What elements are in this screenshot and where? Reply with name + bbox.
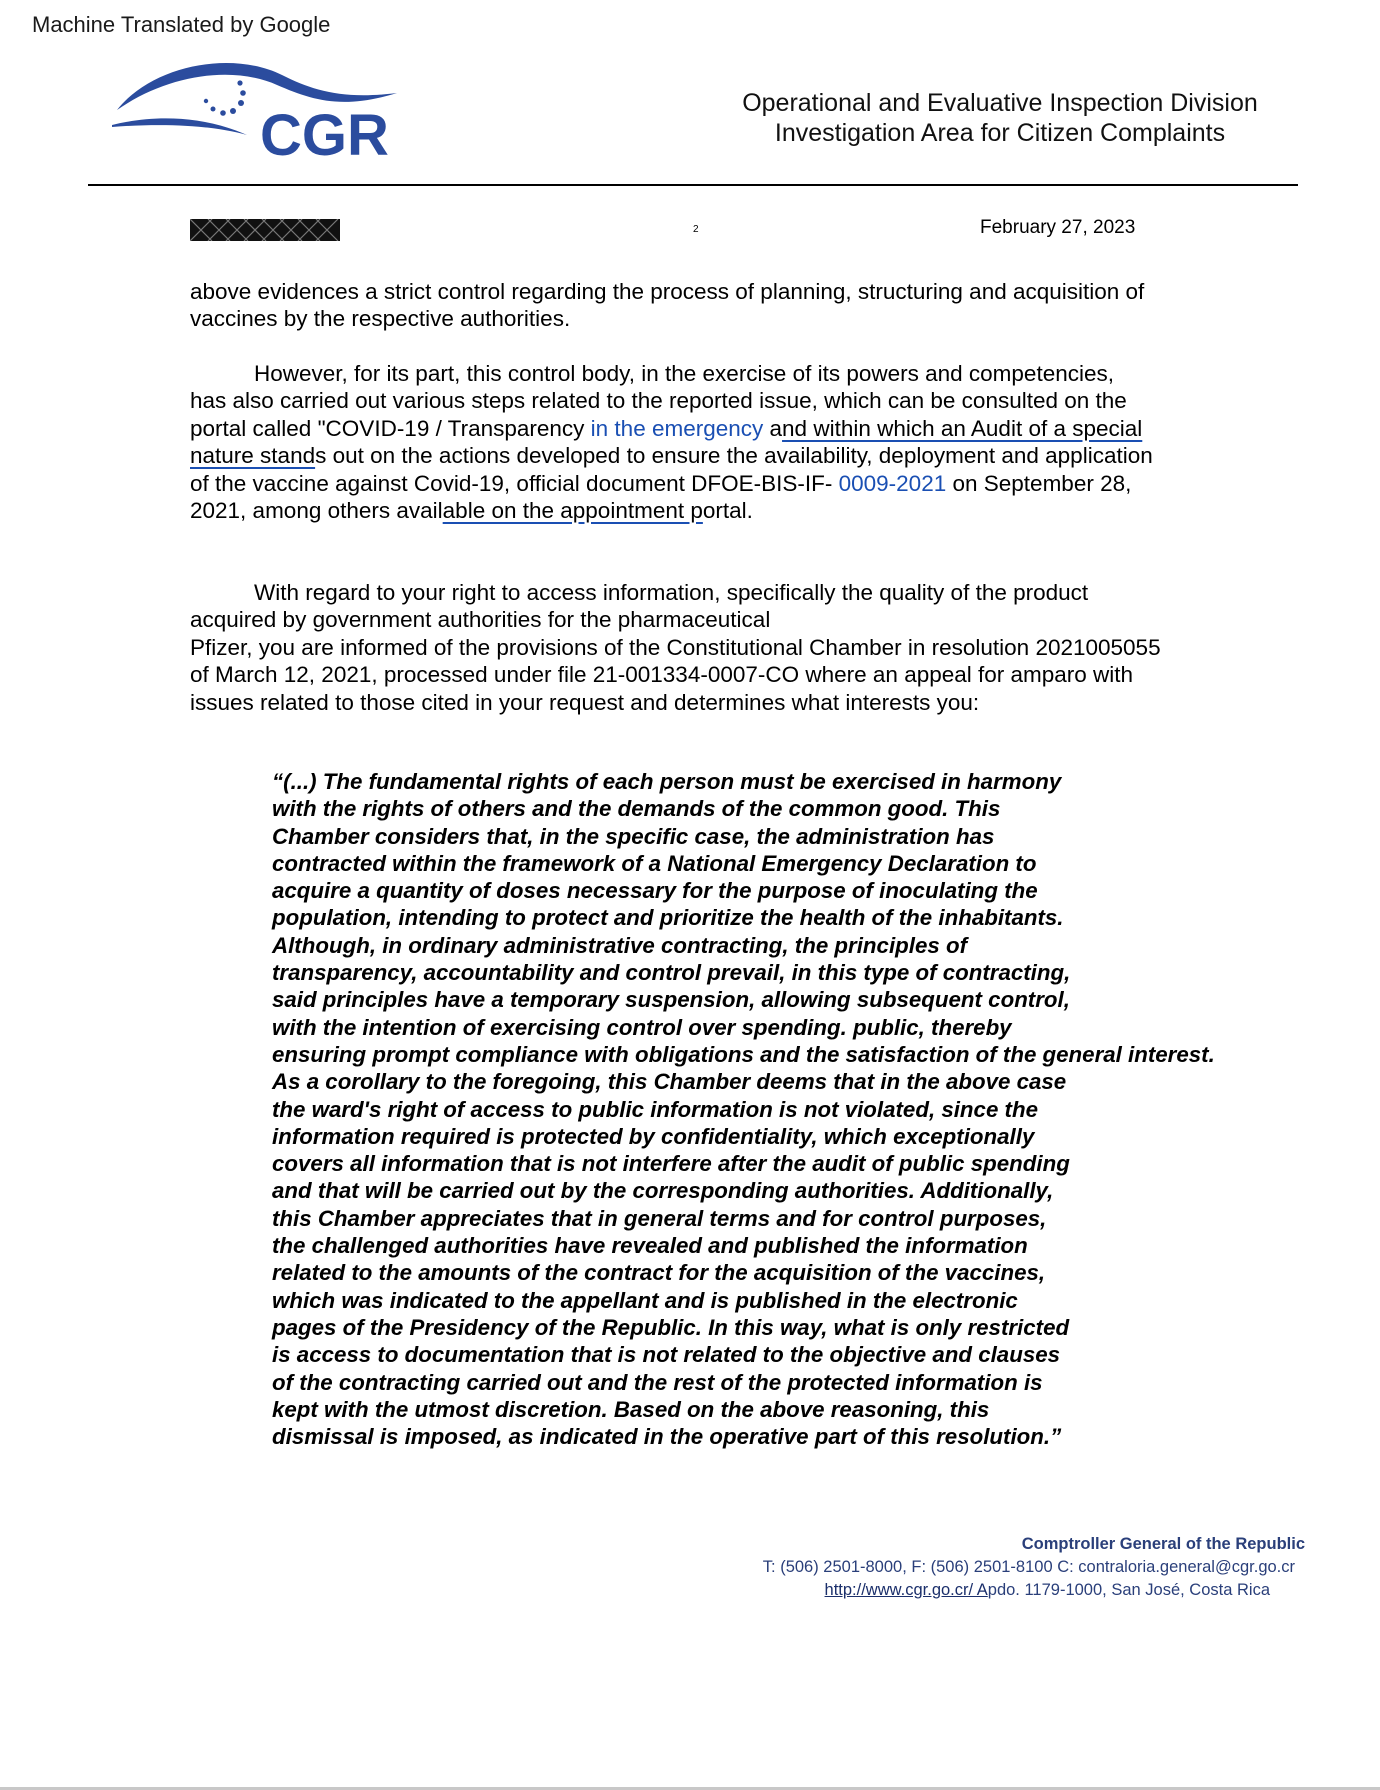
text-line: acquired by government authorities for the pharmaceutical — [190, 607, 771, 633]
paragraph-1 — [190, 278, 1220, 333]
footer-contact-line: T: (506) 2501-8000, F: (506) 2501-8100 C: contraloria.general@cgr.go.cr — [762, 1558, 1295, 1576]
quote-line: ensuring prompt compliance with obligations and the satisfaction of the general interest. — [272, 1041, 1215, 1067]
header-divider — [88, 184, 1298, 186]
machine-translation-banner: Machine Translated by Google — [32, 12, 331, 37]
text-line: nature stands out on the actions developed to ensure the availability, deployment and application — [190, 443, 1153, 469]
logo-text: CGR — [260, 103, 389, 160]
quote-line: is access to documentation that is not related to the objective and clauses — [272, 1342, 1061, 1368]
emergency-link[interactable]: in the emergency — [590, 415, 764, 441]
quote-line: this Chamber appreciates that in general terms and for control purposes, — [272, 1205, 1047, 1231]
footer-contact — [763, 1533, 1305, 1602]
redacted-reference — [190, 219, 340, 241]
quote-line: said principles have a temporary suspension, allowing subsequent control, — [272, 987, 1070, 1013]
quote-line: contracted within the framework of a National Emergency Declaration to — [272, 850, 1037, 876]
resolution-quote — [272, 768, 1372, 1450]
website-link[interactable]: http://www.cgr.go.cr/ A — [824, 1581, 988, 1599]
quote-line: “(...) The fundamental rights of each person must be exercised in harmony — [272, 769, 1062, 794]
quote-line: which was indicated to the appellant and is published in the electronic — [272, 1287, 1018, 1313]
page-number: 2 — [693, 224, 699, 235]
quote-line: with the intention of exercising control over spending. public, thereby — [272, 1014, 1012, 1040]
text-line: With regard to your right to access information, specifically the quality of the product — [254, 580, 1089, 605]
quote-line: As a corollary to the foregoing, this Chamber deems that in the above case — [272, 1069, 1067, 1095]
quote-line: acquire a quantity of doses necessary for the purpose of inoculating the — [272, 878, 1038, 904]
text-line: of the vaccine against Covid-19, official document DFOE-BIS-IF- 0009-2021 on September 28, — [190, 470, 1132, 496]
appointment-portal-link[interactable]: able on the appointment p — [442, 498, 703, 524]
quote-line: related to the amounts of the contract for the acquisition of the vaccines, — [272, 1260, 1046, 1286]
quote-line: population, intending to protect and prioritize the health of the inhabitants. — [272, 905, 1064, 931]
paragraph-2 — [190, 360, 1220, 524]
audit-link-cont[interactable]: nature stand — [190, 443, 316, 469]
quote-line: information required is protected by confidentiality, which exceptionally — [272, 1123, 1035, 1149]
quote-line: Although, in ordinary administrative contracting, the principles of — [272, 932, 967, 958]
division-header — [700, 88, 1300, 148]
quote-line: the challenged authorities have revealed and published the information — [272, 1233, 1028, 1259]
division-name: Operational and Evaluative Inspection Division — [742, 89, 1258, 117]
quote-line: pages of the Presidency of the Republic. In this way, what is only restricted — [272, 1314, 1070, 1340]
text-line: portal called "COVID-19 / Transparency in the emergency and within which an Audit of a special — [190, 415, 1143, 441]
text-line: issues related to those cited in your request and determines what interests you: — [190, 689, 980, 715]
quote-line: and that will be carried out by the corresponding authorities. Additionally, — [272, 1178, 1054, 1204]
letter-date: February 27, 2023 — [980, 217, 1136, 238]
quote-line: with the rights of others and the demands of the common good. This — [272, 796, 1001, 822]
quote-line: kept with the utmost discretion. Based on the above reasoning, this — [272, 1396, 990, 1422]
quote-line: the ward's right of access to public information is not violated, since the — [272, 1096, 1038, 1122]
text-line: of March 12, 2021, processed under file 21-001334-0007-CO where an appeal for amparo with — [190, 662, 1134, 688]
quote-line: transparency, accountability and control prevail, in this type of contracting, — [272, 960, 1071, 986]
paragraph-3 — [190, 579, 1220, 716]
area-name: Investigation Area for Citizen Complaints — [774, 119, 1226, 147]
text-line: vaccines by the respective authorities. — [190, 306, 571, 332]
cgr-logo — [112, 55, 402, 160]
text-line: has also carried out various steps related to the reported issue, which can be consulted on the — [190, 388, 1127, 414]
quote-line: of the contracting carried out and the rest of the protected information is — [272, 1369, 1043, 1395]
document-number-link[interactable]: 0009-2021 — [838, 470, 947, 496]
quote-line: covers all information that is not interfere after the audit of public spending — [272, 1151, 1070, 1177]
footer-address-line: http://www.cgr.go.cr/ Apdo. 1179-1000, San José, Costa Rica — [824, 1581, 1270, 1599]
quote-line: Chamber considers that, in the specific case, the administration has — [272, 823, 995, 849]
quote-line: dismissal is imposed, as indicated in the operative part of this resolution.” — [272, 1424, 1062, 1450]
audit-link[interactable]: nd within which an Audit of a special — [782, 415, 1143, 441]
text-line: However, for its part, this control body, in the exercise of its powers and competencies, — [254, 361, 1114, 386]
text-line: 2021, among others available on the appointment portal. — [190, 498, 753, 524]
text-line: Pfizer, you are informed of the provisions of the Constitutional Chamber in resolution 2021005055 — [190, 634, 1161, 660]
text-line: above evidences a strict control regarding the process of planning, structuring and acquisition of — [190, 279, 1145, 304]
footer-org: Comptroller General of the Republic — [1021, 1535, 1305, 1553]
